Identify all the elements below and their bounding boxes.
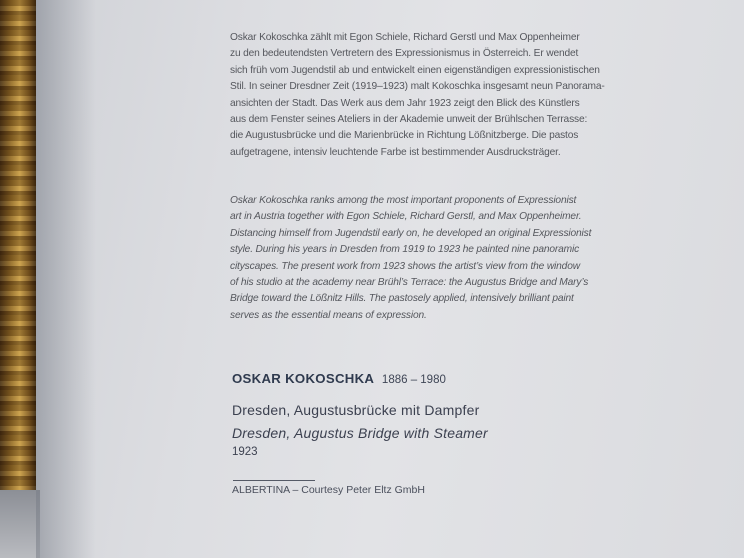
artist-heading: [232, 371, 446, 386]
english-line: art in Austria together with Egon Schiele, Richard Gerstl, and Max Oppenheimer.: [230, 211, 582, 223]
picture-frame: [0, 0, 36, 493]
german-line: ansichten der Stadt. Das Werk aus dem Jahr 1923 zeigt den Blick des Künstlers: [230, 97, 580, 109]
frame-shadow: [0, 490, 40, 558]
german-line: aufgetragene, intensiv leuchtende Farbe ist bestimmender Ausdrucksträger.: [230, 146, 561, 158]
english-description: [230, 193, 600, 324]
artist-name: OSKAR KOKOSCHKA: [232, 371, 375, 386]
english-line: Oskar Kokoschka ranks among the most important proponents of Expressionist: [230, 195, 577, 206]
credit-line: ALBERTINA – Courtesy Peter Eltz GmbH: [232, 484, 425, 496]
german-line: Stil. In seiner Dresdner Zeit (1919–1923) malt Kokoschka insgesamt neun Panorama-: [230, 81, 605, 93]
german-line: aus dem Fenster seines Ateliers in der Akademie unweit der Brühlschen Terrasse:: [230, 114, 588, 126]
english-line: Bridge toward the Lößnitz Hills. The pastosely applied, intensively brilliant paint: [230, 293, 574, 305]
english-line: of his studio at the academy near Brühl’s Terrace: the Augustus Bridge and Mary’s: [230, 277, 589, 289]
german-line: zu den bedeutendsten Vertretern des Expressionismus in Österreich. Er wendet: [230, 48, 579, 60]
english-line: Distancing himself from Jugendstil early on, he developed an original Expressionist: [230, 227, 592, 239]
divider: [233, 480, 315, 481]
artwork-title-german: Dresden, Augustusbrücke mit Dampfer: [232, 402, 480, 418]
artwork-title-english: Dresden, Augustus Bridge with Steamer: [232, 425, 488, 441]
english-line: serves as the essential means of expression.: [230, 309, 427, 321]
english-line: cityscapes. The present work from 1923 shows the artist’s view from the window: [230, 260, 580, 272]
wall-shadow: [36, 0, 96, 558]
german-line: Oskar Kokoschka zählt mit Egon Schiele, Richard Gerstl und Max Oppenheimer: [230, 32, 580, 43]
artwork-year: 1923: [232, 446, 258, 458]
english-line: style. During his years in Dresden from 1919 to 1923 he painted nine panoramic: [230, 244, 580, 256]
german-line: die Augustusbrücke und die Marienbrücke in Richtung Lößnitzberge. Die pastos: [230, 130, 579, 142]
artist-dates: 1886 – 1980: [381, 374, 446, 386]
german-description: [230, 30, 605, 161]
german-line: sich früh vom Jugendstil ab und entwickelt einen eigenständigen expressionistischen: [230, 64, 600, 76]
